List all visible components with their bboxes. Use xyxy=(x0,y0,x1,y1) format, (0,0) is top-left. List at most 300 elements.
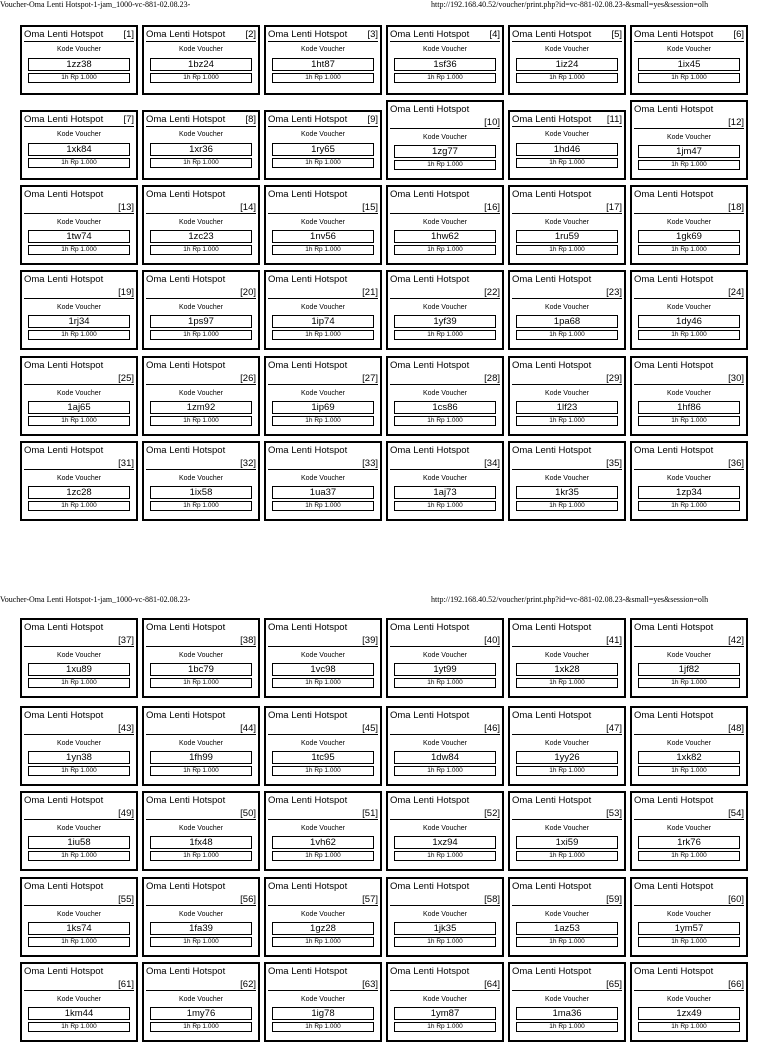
voucher-number: [55] xyxy=(118,894,134,905)
voucher-code: 1ht87 xyxy=(272,58,374,71)
voucher-number: [57] xyxy=(362,894,378,905)
voucher-header xyxy=(24,360,134,385)
voucher-code: 1xi59 xyxy=(516,836,618,849)
voucher-card xyxy=(386,441,504,521)
voucher-card xyxy=(386,25,504,95)
voucher-header xyxy=(146,29,256,42)
voucher-number: [39] xyxy=(362,635,378,646)
voucher-hotspot-name: Oma Lenti Hotspot xyxy=(24,29,104,40)
voucher-code: 1ym87 xyxy=(394,1007,496,1020)
voucher-number: [1] xyxy=(123,29,134,40)
voucher-price: 1h Rp 1.000 xyxy=(150,678,252,688)
voucher-number: [28] xyxy=(484,373,500,384)
voucher-number: [40] xyxy=(484,635,500,646)
voucher-header xyxy=(634,445,744,470)
voucher-code-label: Kode Voucher xyxy=(57,911,101,918)
voucher-price: 1h Rp 1.000 xyxy=(394,160,496,170)
voucher-price: 1h Rp 1.000 xyxy=(516,330,618,340)
voucher-code-label: Kode Voucher xyxy=(301,46,345,53)
voucher-number: [29] xyxy=(606,373,622,384)
voucher-card xyxy=(142,791,260,871)
voucher-number: [53] xyxy=(606,808,622,819)
voucher-code-label: Kode Voucher xyxy=(667,740,711,747)
voucher-header xyxy=(634,274,744,299)
voucher-price: 1h Rp 1.000 xyxy=(638,160,740,170)
voucher-number: [37] xyxy=(118,635,134,646)
voucher-hotspot-name: Oma Lenti Hotspot xyxy=(24,966,104,977)
voucher-card xyxy=(142,110,260,180)
voucher-code: 1ua37 xyxy=(272,486,374,499)
voucher-card xyxy=(142,877,260,957)
voucher-code: 1fa39 xyxy=(150,922,252,935)
voucher-price: 1h Rp 1.000 xyxy=(394,73,496,83)
voucher-price: 1h Rp 1.000 xyxy=(150,330,252,340)
voucher-header xyxy=(268,29,378,42)
voucher-code-label: Kode Voucher xyxy=(179,219,223,226)
voucher-price: 1h Rp 1.000 xyxy=(516,678,618,688)
voucher-price: 1h Rp 1.000 xyxy=(28,766,130,776)
voucher-number: [43] xyxy=(118,723,134,734)
voucher-hotspot-name: Oma Lenti Hotspot xyxy=(268,966,348,977)
voucher-card xyxy=(264,110,382,180)
voucher-header xyxy=(634,881,744,906)
voucher-hotspot-name: Oma Lenti Hotspot xyxy=(390,445,470,456)
voucher-number: [41] xyxy=(606,635,622,646)
voucher-number: [9] xyxy=(367,114,378,125)
voucher-card xyxy=(630,356,748,436)
voucher-number: [31] xyxy=(118,458,134,469)
voucher-number: [11] xyxy=(606,114,622,125)
voucher-hotspot-name: Oma Lenti Hotspot xyxy=(268,710,348,721)
voucher-code-label: Kode Voucher xyxy=(545,652,589,659)
voucher-number: [5] xyxy=(611,29,622,40)
voucher-code: 1ix45 xyxy=(638,58,740,71)
voucher-hotspot-name: Oma Lenti Hotspot xyxy=(146,274,226,285)
voucher-code-label: Kode Voucher xyxy=(423,740,467,747)
voucher-card xyxy=(264,25,382,95)
voucher-code-label: Kode Voucher xyxy=(57,390,101,397)
voucher-hotspot-name: Oma Lenti Hotspot xyxy=(268,360,348,371)
voucher-card xyxy=(142,25,260,95)
voucher-card xyxy=(386,706,504,786)
voucher-card xyxy=(264,877,382,957)
voucher-hotspot-name: Oma Lenti Hotspot xyxy=(390,622,470,633)
voucher-code: 1jf82 xyxy=(638,663,740,676)
voucher-card xyxy=(20,270,138,350)
page-header xyxy=(0,595,768,607)
voucher-header xyxy=(24,114,134,127)
voucher-code-label: Kode Voucher xyxy=(301,740,345,747)
voucher-code-label: Kode Voucher xyxy=(57,219,101,226)
voucher-header xyxy=(390,966,500,991)
voucher-hotspot-name: Oma Lenti Hotspot xyxy=(634,274,714,285)
voucher-number: [35] xyxy=(606,458,622,469)
voucher-number: [4] xyxy=(489,29,500,40)
voucher-code-label: Kode Voucher xyxy=(545,825,589,832)
voucher-header xyxy=(390,360,500,385)
voucher-code-label: Kode Voucher xyxy=(423,390,467,397)
voucher-header xyxy=(268,622,378,647)
voucher-code: 1zx49 xyxy=(638,1007,740,1020)
voucher-header xyxy=(512,795,622,820)
voucher-card xyxy=(142,270,260,350)
voucher-number: [59] xyxy=(606,894,622,905)
voucher-number: [51] xyxy=(362,808,378,819)
voucher-hotspot-name: Oma Lenti Hotspot xyxy=(390,966,470,977)
voucher-code: 1ma36 xyxy=(516,1007,618,1020)
voucher-price: 1h Rp 1.000 xyxy=(28,851,130,861)
voucher-price: 1h Rp 1.000 xyxy=(394,678,496,688)
voucher-hotspot-name: Oma Lenti Hotspot xyxy=(268,622,348,633)
voucher-code-label: Kode Voucher xyxy=(301,131,345,138)
voucher-header xyxy=(24,710,134,735)
voucher-number: [61] xyxy=(118,979,134,990)
voucher-hotspot-name: Oma Lenti Hotspot xyxy=(390,881,470,892)
voucher-number: [21] xyxy=(362,287,378,298)
voucher-code-label: Kode Voucher xyxy=(667,134,711,141)
page-header-title: Voucher-Oma Lenti Hotspot-1-jam_1000-vc-881-02.08.23- xyxy=(0,0,191,9)
voucher-code: 1aj73 xyxy=(394,486,496,499)
voucher-header xyxy=(268,710,378,735)
voucher-code: 1rj34 xyxy=(28,315,130,328)
voucher-hotspot-name: Oma Lenti Hotspot xyxy=(634,881,714,892)
voucher-code: 1hf86 xyxy=(638,401,740,414)
voucher-price: 1h Rp 1.000 xyxy=(28,158,130,168)
voucher-number: [14] xyxy=(240,202,256,213)
voucher-number: [62] xyxy=(240,979,256,990)
voucher-price: 1h Rp 1.000 xyxy=(638,766,740,776)
voucher-header xyxy=(24,29,134,42)
voucher-code: 1rk76 xyxy=(638,836,740,849)
voucher-price: 1h Rp 1.000 xyxy=(272,158,374,168)
voucher-number: [56] xyxy=(240,894,256,905)
voucher-header xyxy=(146,189,256,214)
voucher-price: 1h Rp 1.000 xyxy=(516,766,618,776)
voucher-card xyxy=(508,110,626,180)
voucher-hotspot-name: Oma Lenti Hotspot xyxy=(146,114,226,125)
voucher-number: [46] xyxy=(484,723,500,734)
voucher-hotspot-name: Oma Lenti Hotspot xyxy=(512,189,592,200)
voucher-code-label: Kode Voucher xyxy=(423,652,467,659)
voucher-card xyxy=(386,356,504,436)
voucher-price: 1h Rp 1.000 xyxy=(272,937,374,947)
voucher-card xyxy=(20,791,138,871)
voucher-number: [19] xyxy=(118,287,134,298)
voucher-code-label: Kode Voucher xyxy=(301,475,345,482)
voucher-header xyxy=(512,881,622,906)
voucher-code-label: Kode Voucher xyxy=(57,304,101,311)
voucher-hotspot-name: Oma Lenti Hotspot xyxy=(146,29,226,40)
voucher-code-label: Kode Voucher xyxy=(301,825,345,832)
voucher-code: 1ps97 xyxy=(150,315,252,328)
voucher-hotspot-name: Oma Lenti Hotspot xyxy=(634,360,714,371)
voucher-card xyxy=(630,25,748,95)
voucher-card xyxy=(508,356,626,436)
voucher-code: 1ks74 xyxy=(28,922,130,935)
voucher-code: 1yf39 xyxy=(394,315,496,328)
voucher-number: [66] xyxy=(728,979,744,990)
voucher-code-label: Kode Voucher xyxy=(545,475,589,482)
voucher-header xyxy=(390,881,500,906)
voucher-code: 1ig78 xyxy=(272,1007,374,1020)
voucher-hotspot-name: Oma Lenti Hotspot xyxy=(634,189,714,200)
voucher-card xyxy=(264,962,382,1042)
voucher-hotspot-name: Oma Lenti Hotspot xyxy=(24,445,104,456)
voucher-code-label: Kode Voucher xyxy=(667,996,711,1003)
voucher-code-label: Kode Voucher xyxy=(545,219,589,226)
voucher-card xyxy=(630,270,748,350)
voucher-code: 1hd46 xyxy=(516,143,618,156)
voucher-header xyxy=(24,622,134,647)
voucher-header xyxy=(268,114,378,127)
voucher-card xyxy=(264,441,382,521)
voucher-hotspot-name: Oma Lenti Hotspot xyxy=(512,881,592,892)
voucher-code: 1hw62 xyxy=(394,230,496,243)
voucher-code-label: Kode Voucher xyxy=(423,219,467,226)
voucher-price: 1h Rp 1.000 xyxy=(28,1022,130,1032)
voucher-code: 1xu89 xyxy=(28,663,130,676)
voucher-code-label: Kode Voucher xyxy=(545,740,589,747)
voucher-code-label: Kode Voucher xyxy=(667,911,711,918)
voucher-number: [65] xyxy=(606,979,622,990)
voucher-code-label: Kode Voucher xyxy=(301,996,345,1003)
voucher-card xyxy=(386,877,504,957)
page-header-url: http://192.168.40.52/voucher/print.php?id=vc-881-02.08.23-&small=yes&session=olh xyxy=(431,595,709,604)
voucher-price: 1h Rp 1.000 xyxy=(272,245,374,255)
voucher-card xyxy=(630,706,748,786)
voucher-number: [6] xyxy=(733,29,744,40)
voucher-header xyxy=(390,29,500,42)
voucher-header xyxy=(268,274,378,299)
voucher-code-label: Kode Voucher xyxy=(57,825,101,832)
voucher-hotspot-name: Oma Lenti Hotspot xyxy=(390,710,470,721)
voucher-code-label: Kode Voucher xyxy=(179,475,223,482)
voucher-hotspot-name: Oma Lenti Hotspot xyxy=(268,114,348,125)
voucher-code-label: Kode Voucher xyxy=(423,825,467,832)
voucher-hotspot-name: Oma Lenti Hotspot xyxy=(24,189,104,200)
voucher-number: [18] xyxy=(728,202,744,213)
voucher-card xyxy=(630,877,748,957)
voucher-hotspot-name: Oma Lenti Hotspot xyxy=(146,360,226,371)
voucher-price: 1h Rp 1.000 xyxy=(272,1022,374,1032)
voucher-code-label: Kode Voucher xyxy=(301,390,345,397)
voucher-hotspot-name: Oma Lenti Hotspot xyxy=(512,622,592,633)
voucher-code-label: Kode Voucher xyxy=(179,46,223,53)
voucher-price: 1h Rp 1.000 xyxy=(394,1022,496,1032)
voucher-card xyxy=(630,618,748,698)
voucher-code: 1sf36 xyxy=(394,58,496,71)
voucher-header xyxy=(512,710,622,735)
voucher-hotspot-name: Oma Lenti Hotspot xyxy=(512,274,592,285)
voucher-price: 1h Rp 1.000 xyxy=(638,416,740,426)
voucher-header xyxy=(512,622,622,647)
voucher-price: 1h Rp 1.000 xyxy=(516,158,618,168)
voucher-header xyxy=(146,114,256,127)
voucher-number: [16] xyxy=(484,202,500,213)
voucher-code: 1jm47 xyxy=(638,145,740,158)
voucher-hotspot-name: Oma Lenti Hotspot xyxy=(634,795,714,806)
voucher-code-label: Kode Voucher xyxy=(545,131,589,138)
voucher-hotspot-name: Oma Lenti Hotspot xyxy=(634,29,714,40)
voucher-number: [15] xyxy=(362,202,378,213)
voucher-card xyxy=(20,356,138,436)
voucher-header xyxy=(512,114,622,127)
voucher-card xyxy=(20,618,138,698)
voucher-card xyxy=(386,185,504,265)
voucher-code-label: Kode Voucher xyxy=(57,652,101,659)
voucher-header xyxy=(146,360,256,385)
voucher-number: [3] xyxy=(367,29,378,40)
voucher-code: 1dw84 xyxy=(394,751,496,764)
voucher-hotspot-name: Oma Lenti Hotspot xyxy=(390,29,470,40)
voucher-number: [7] xyxy=(123,114,134,125)
voucher-price: 1h Rp 1.000 xyxy=(28,678,130,688)
voucher-code: 1iz24 xyxy=(516,58,618,71)
voucher-card xyxy=(630,100,748,180)
voucher-hotspot-name: Oma Lenti Hotspot xyxy=(24,622,104,633)
page-header-title: Voucher-Oma Lenti Hotspot-1-jam_1000-vc-881-02.08.23- xyxy=(0,595,191,604)
voucher-header xyxy=(390,622,500,647)
voucher-code: 1gk69 xyxy=(638,230,740,243)
voucher-hotspot-name: Oma Lenti Hotspot xyxy=(268,189,348,200)
voucher-code: 1bz24 xyxy=(150,58,252,71)
voucher-code: 1fx48 xyxy=(150,836,252,849)
voucher-code: 1aj65 xyxy=(28,401,130,414)
voucher-code-label: Kode Voucher xyxy=(179,825,223,832)
voucher-code-label: Kode Voucher xyxy=(179,390,223,397)
voucher-code: 1xr36 xyxy=(150,143,252,156)
voucher-header xyxy=(634,360,744,385)
voucher-card xyxy=(630,441,748,521)
voucher-hotspot-name: Oma Lenti Hotspot xyxy=(146,445,226,456)
voucher-price: 1h Rp 1.000 xyxy=(394,330,496,340)
voucher-header xyxy=(634,104,744,129)
voucher-hotspot-name: Oma Lenti Hotspot xyxy=(146,881,226,892)
voucher-card xyxy=(142,441,260,521)
voucher-number: [54] xyxy=(728,808,744,819)
voucher-card xyxy=(264,706,382,786)
voucher-code-label: Kode Voucher xyxy=(667,475,711,482)
voucher-number: [8] xyxy=(245,114,256,125)
voucher-card xyxy=(508,706,626,786)
voucher-card xyxy=(508,441,626,521)
voucher-number: [52] xyxy=(484,808,500,819)
voucher-hotspot-name: Oma Lenti Hotspot xyxy=(390,104,470,115)
voucher-card xyxy=(508,791,626,871)
voucher-price: 1h Rp 1.000 xyxy=(150,501,252,511)
voucher-card xyxy=(508,185,626,265)
voucher-price: 1h Rp 1.000 xyxy=(272,330,374,340)
voucher-code-label: Kode Voucher xyxy=(667,46,711,53)
voucher-hotspot-name: Oma Lenti Hotspot xyxy=(512,445,592,456)
voucher-card xyxy=(630,962,748,1042)
voucher-number: [23] xyxy=(606,287,622,298)
voucher-card xyxy=(508,618,626,698)
voucher-hotspot-name: Oma Lenti Hotspot xyxy=(24,360,104,371)
voucher-code: 1km44 xyxy=(28,1007,130,1020)
voucher-card xyxy=(20,110,138,180)
voucher-number: [12] xyxy=(728,117,744,128)
voucher-header xyxy=(390,445,500,470)
voucher-card xyxy=(264,185,382,265)
voucher-header xyxy=(268,445,378,470)
voucher-header xyxy=(390,710,500,735)
voucher-code-label: Kode Voucher xyxy=(423,996,467,1003)
voucher-card xyxy=(264,356,382,436)
voucher-code: 1cs86 xyxy=(394,401,496,414)
voucher-price: 1h Rp 1.000 xyxy=(516,245,618,255)
voucher-card xyxy=(386,270,504,350)
voucher-code: 1gz28 xyxy=(272,922,374,935)
voucher-code-label: Kode Voucher xyxy=(57,996,101,1003)
voucher-card xyxy=(142,618,260,698)
voucher-code-label: Kode Voucher xyxy=(57,740,101,747)
voucher-price: 1h Rp 1.000 xyxy=(394,937,496,947)
voucher-number: [27] xyxy=(362,373,378,384)
voucher-code-label: Kode Voucher xyxy=(57,46,101,53)
voucher-hotspot-name: Oma Lenti Hotspot xyxy=(24,881,104,892)
voucher-number: [2] xyxy=(245,29,256,40)
voucher-code-label: Kode Voucher xyxy=(545,304,589,311)
voucher-code: 1fh99 xyxy=(150,751,252,764)
voucher-code-label: Kode Voucher xyxy=(179,304,223,311)
voucher-number: [34] xyxy=(484,458,500,469)
voucher-hotspot-name: Oma Lenti Hotspot xyxy=(268,881,348,892)
voucher-card xyxy=(142,706,260,786)
voucher-code: 1nv56 xyxy=(272,230,374,243)
voucher-hotspot-name: Oma Lenti Hotspot xyxy=(268,274,348,285)
voucher-code-label: Kode Voucher xyxy=(423,911,467,918)
voucher-hotspot-name: Oma Lenti Hotspot xyxy=(512,114,592,125)
voucher-number: [49] xyxy=(118,808,134,819)
voucher-header xyxy=(24,795,134,820)
voucher-price: 1h Rp 1.000 xyxy=(150,158,252,168)
voucher-hotspot-name: Oma Lenti Hotspot xyxy=(634,445,714,456)
voucher-price: 1h Rp 1.000 xyxy=(28,416,130,426)
voucher-code-label: Kode Voucher xyxy=(301,911,345,918)
voucher-code-label: Kode Voucher xyxy=(667,219,711,226)
voucher-price: 1h Rp 1.000 xyxy=(28,501,130,511)
voucher-price: 1h Rp 1.000 xyxy=(28,73,130,83)
voucher-hotspot-name: Oma Lenti Hotspot xyxy=(512,710,592,721)
voucher-hotspot-name: Oma Lenti Hotspot xyxy=(24,114,104,125)
voucher-code-label: Kode Voucher xyxy=(179,131,223,138)
voucher-header xyxy=(390,189,500,214)
voucher-price: 1h Rp 1.000 xyxy=(516,1022,618,1032)
voucher-price: 1h Rp 1.000 xyxy=(638,851,740,861)
voucher-hotspot-name: Oma Lenti Hotspot xyxy=(24,274,104,285)
voucher-price: 1h Rp 1.000 xyxy=(394,416,496,426)
voucher-card xyxy=(508,270,626,350)
voucher-card xyxy=(386,618,504,698)
voucher-number: [22] xyxy=(484,287,500,298)
voucher-card xyxy=(630,791,748,871)
voucher-price: 1h Rp 1.000 xyxy=(150,416,252,426)
voucher-code: 1ix58 xyxy=(150,486,252,499)
voucher-number: [58] xyxy=(484,894,500,905)
voucher-hotspot-name: Oma Lenti Hotspot xyxy=(146,622,226,633)
voucher-card xyxy=(508,25,626,95)
voucher-header xyxy=(512,445,622,470)
voucher-header xyxy=(146,274,256,299)
voucher-hotspot-name: Oma Lenti Hotspot xyxy=(146,795,226,806)
voucher-code: 1iu58 xyxy=(28,836,130,849)
voucher-header xyxy=(390,795,500,820)
voucher-header xyxy=(146,445,256,470)
voucher-number: [13] xyxy=(118,202,134,213)
voucher-code-label: Kode Voucher xyxy=(545,390,589,397)
voucher-code: 1zg77 xyxy=(394,145,496,158)
